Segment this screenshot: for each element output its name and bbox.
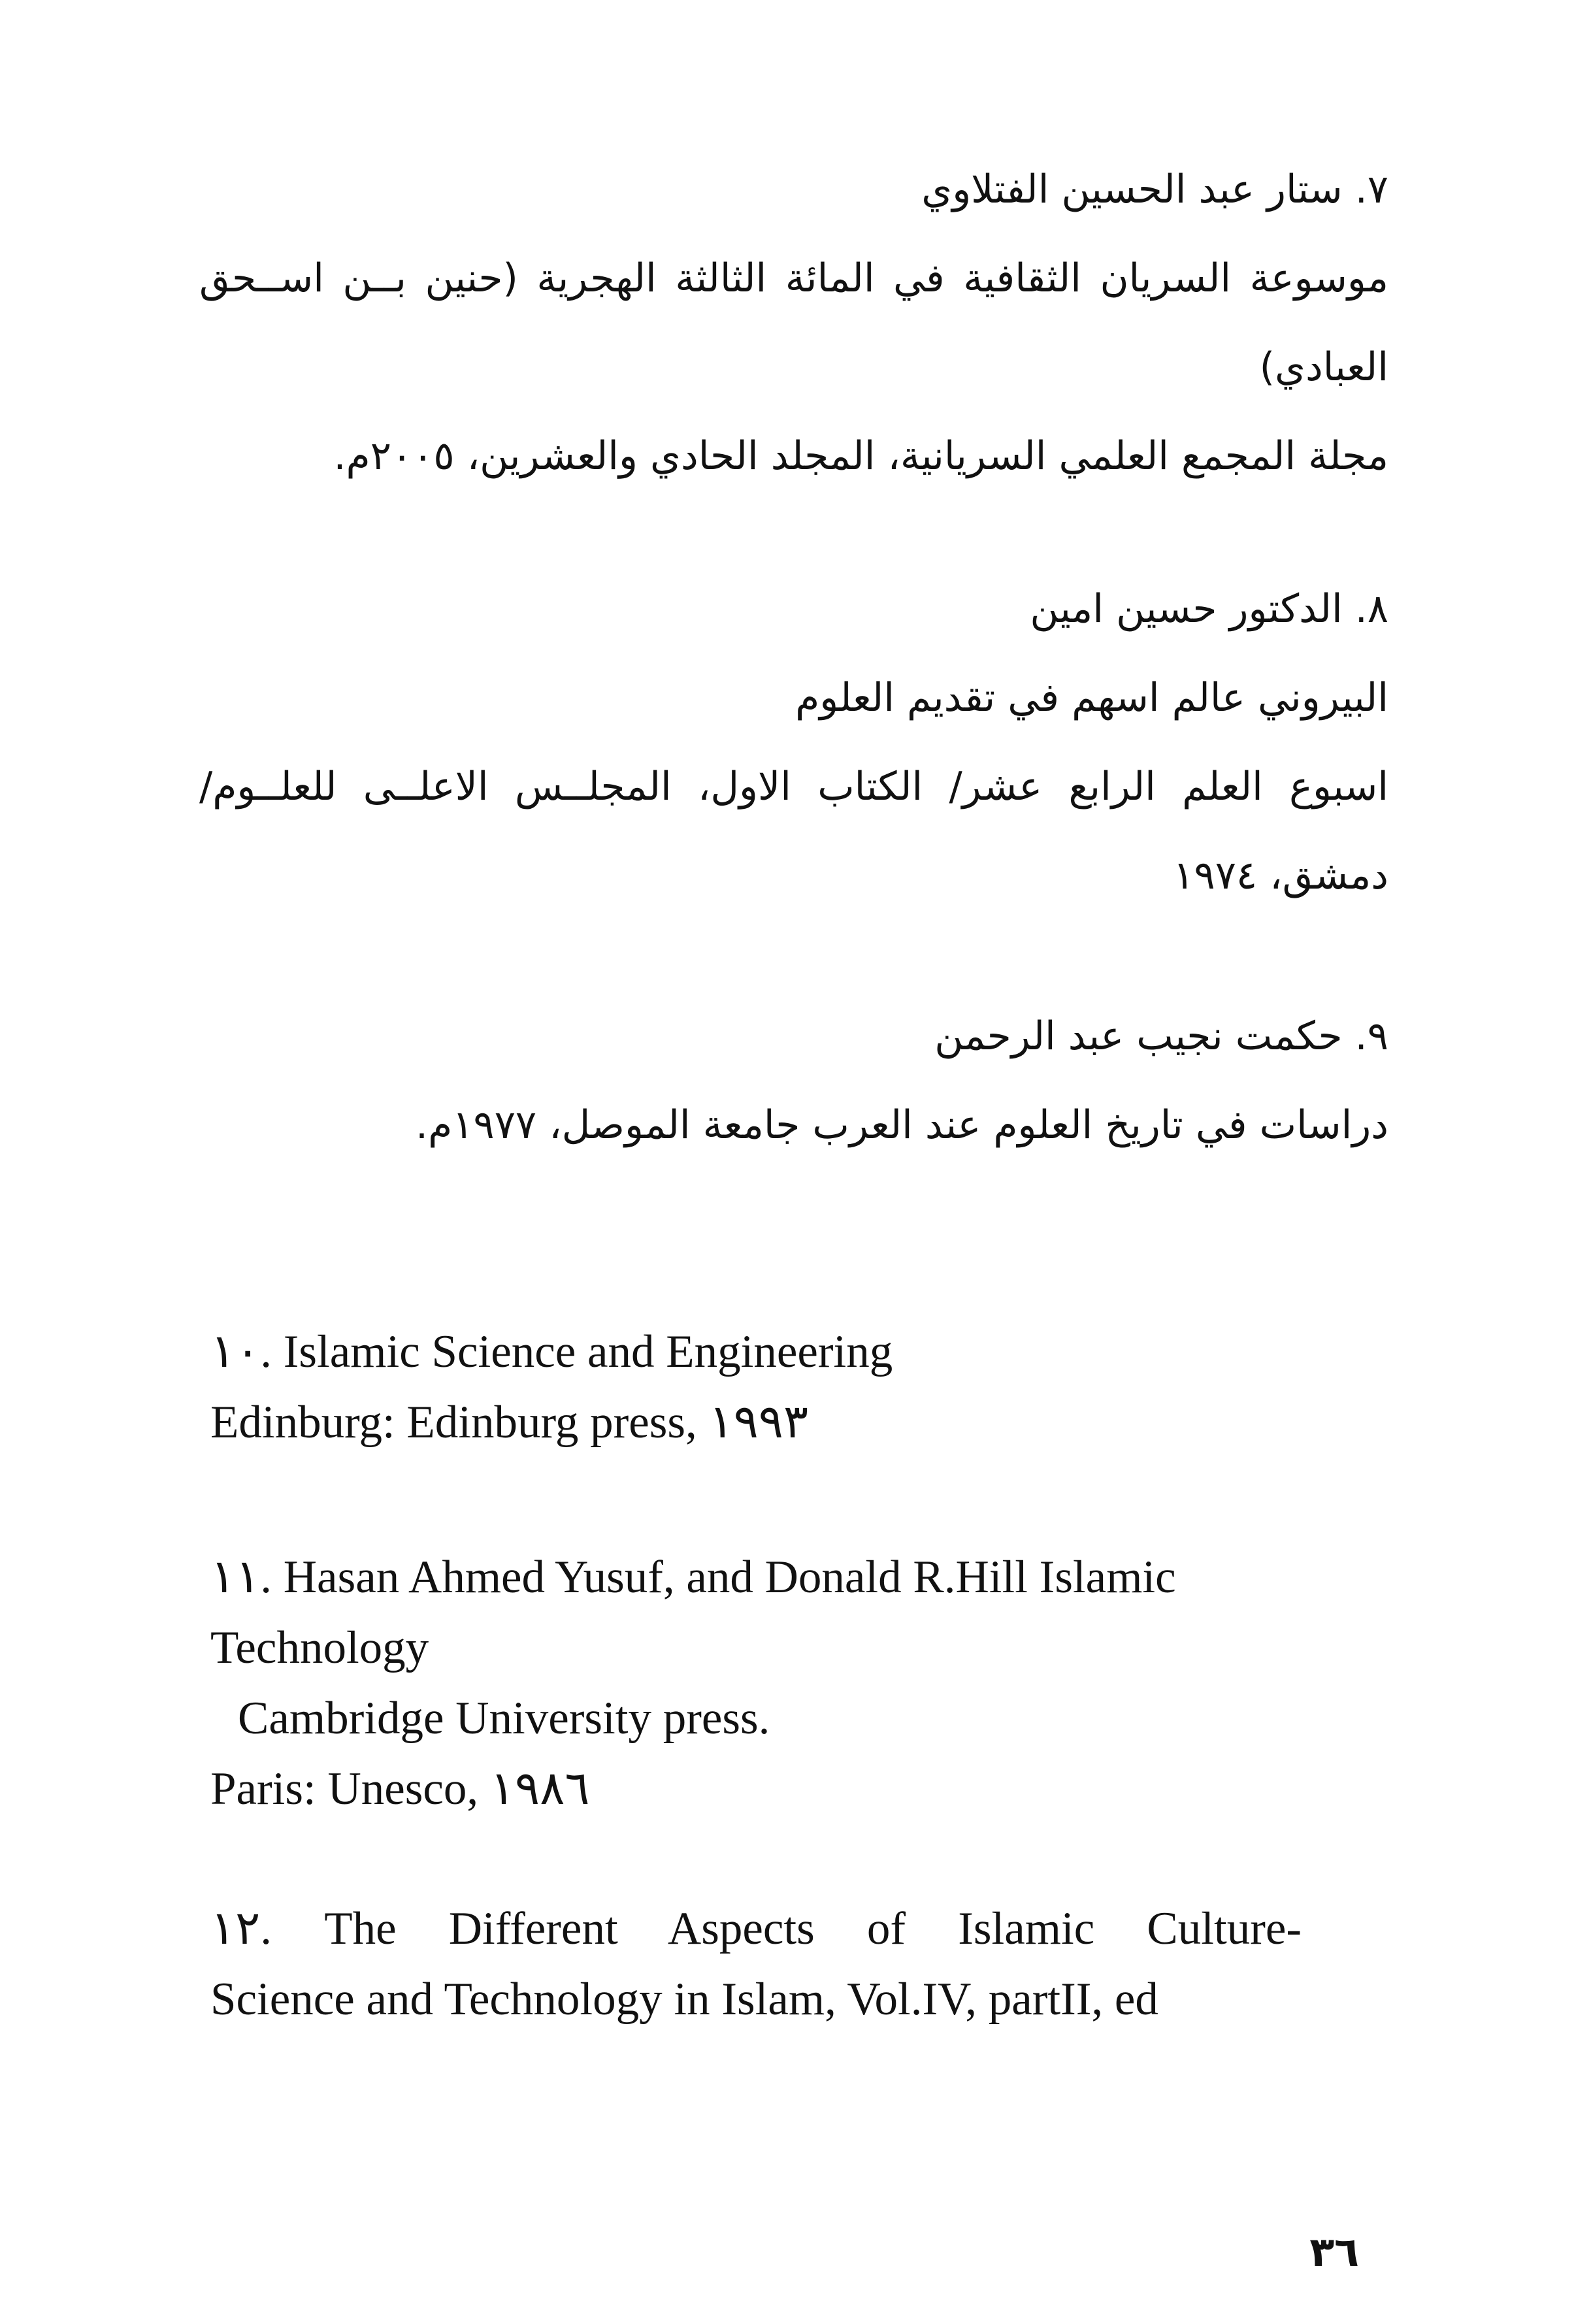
reference-9 — [199, 992, 1388, 1170]
reference-8-title: البيروني عالم اسهم في تقديم العلوم — [795, 675, 1388, 721]
reference-11-heading-line-1: ١١. Hasan Ahmed Yusuf, and Donald R.Hill Islamic — [210, 1552, 1176, 1603]
reference-8-heading: ٨. الدكتور حسين امين — [1030, 586, 1388, 632]
reference-7-title-line-2: العبادي) — [1259, 344, 1388, 390]
reference-12-line-2: Science and Technology in Islam, Vol.IV, partII, ed — [210, 1974, 1158, 2025]
reference-12 — [210, 1893, 1302, 2035]
reference-10-source: Edinburg: Edinburg press, ١٩٩٣ — [210, 1397, 809, 1448]
reference-11-heading-line-2: Technology — [210, 1622, 429, 1673]
reference-8-source-line-2: دمشق، ١٩٧٤ — [1173, 853, 1388, 898]
reference-9-source: دراسات في تاريخ العلوم عند العرب جامعة الموصل، ١٩٧٧م. — [416, 1102, 1388, 1148]
reference-7-title-line-1: موسوعة السريان الثقافية في المائة الثالثة الهجرية (حنين بــن اســحق — [199, 255, 1388, 301]
reference-8 — [199, 565, 1388, 920]
reference-11 — [210, 1542, 1302, 1824]
reference-10-heading: ١٠. Islamic Science and Engineering — [210, 1326, 893, 1377]
reference-8-source-line-1: اسبوع العلم الرابع عشر/ الكتاب الاول، المجلــس الاعلــى للعلــوم/ — [199, 764, 1388, 810]
reference-9-heading: ٩. حكمت نجيب عبد الرحمن — [934, 1013, 1388, 1059]
reference-7 — [199, 145, 1388, 500]
reference-11-source: Paris: Unesco, ١٩٨٦ — [210, 1763, 590, 1814]
reference-7-source: مجلة المجمع العلمي السريانية، المجلد الحادي والعشرين، ٢٠٠٥م. — [333, 433, 1388, 479]
reference-7-heading: ٧. ستار عبد الحسين الفتلاوي — [921, 167, 1388, 212]
reference-12-line-1: ١٢. The Different Aspects of Islamic Culture- — [210, 1903, 1302, 1954]
reference-11-publisher: Cambridge University press. — [238, 1693, 770, 1744]
page-number: ٣٦ — [1309, 2228, 1359, 2276]
reference-10 — [210, 1317, 1302, 1458]
